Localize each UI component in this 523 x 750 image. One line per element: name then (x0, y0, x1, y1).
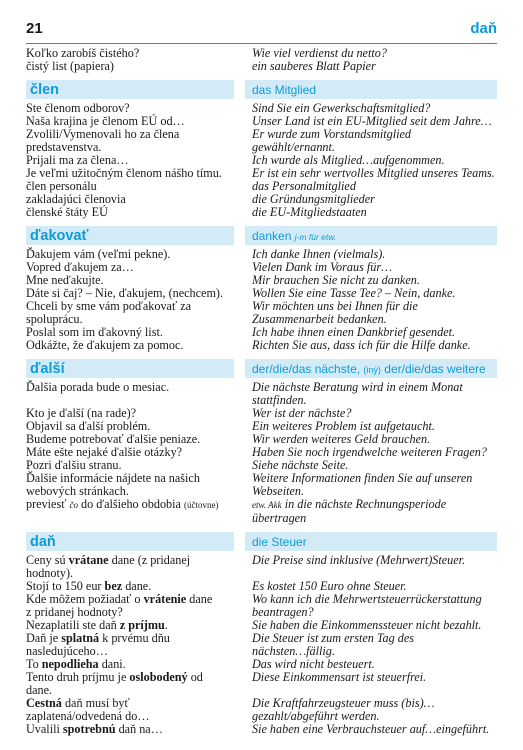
slovak-phrase: Ste členom odborov? (26, 101, 130, 115)
german-phrase: Die Steuer ist zum ersten Tag des (252, 631, 415, 645)
headword-translation: die Steuer (252, 534, 307, 549)
phrase-part: To (26, 657, 42, 671)
entry-row (26, 60, 497, 73)
german-phrase: Siehe nächste Seite. (252, 458, 349, 472)
slovak-phrase: Koľko zarobíš čistého? (26, 46, 140, 60)
slovak-phrase: Vopred ďakujem za… (26, 260, 134, 274)
german-phrase: Weitere Informationen finden Sie auf unseren (252, 471, 473, 485)
phrase-part: dane. (26, 683, 53, 697)
slovak-phrase: Kto je ďalší (na rade)? (26, 406, 137, 420)
section-header-dalsi (26, 359, 497, 378)
german-phrase: das Personalmitglied (252, 179, 356, 193)
entry-block-clen (26, 102, 497, 219)
grammar-note: j-m für etw. (294, 231, 337, 242)
phrase-emphasis: bez (104, 579, 123, 593)
slovak-phrase: Pozri ďalšiu stranu. (26, 458, 122, 472)
header-gap (234, 359, 245, 378)
phrase-emphasis: spotrebnú (62, 722, 116, 736)
german-phrase: Er wurde zum Vorstandsmitglied (252, 127, 412, 141)
german-phrase: gezahlt/abgeführt werden. (252, 709, 380, 723)
grammar-note: čo (69, 500, 78, 510)
slovak-phrase: členské štáty EÚ (26, 205, 108, 219)
translation-main: danken (252, 228, 292, 243)
entry-row (26, 512, 497, 525)
german-phrase: Wo kann ich die Mehrwertsteuerrückerstattung (252, 592, 482, 606)
german-phrase: Wollen Sie eine Tasse Tee? – Nein, danke. (252, 286, 456, 300)
slovak-phrase: Objavil sa ďalší problém. (26, 419, 151, 433)
phrase-part: z pridanej hodnoty? (26, 605, 123, 619)
german-phrase: Wer ist der nächste? (252, 406, 352, 420)
slovak-phrase: predstavenstva. (26, 140, 102, 154)
phrase-part: Uvalili (26, 722, 63, 736)
usage-note: (iný) (363, 364, 381, 375)
entry-row (26, 339, 497, 352)
slovak-phrase: Odkážte, že ďakujem za pomoc. (26, 338, 184, 352)
slovak-phrase: webových stránkach. (26, 484, 129, 498)
entry-block-dalsi (26, 381, 497, 525)
phrase-part: do ďalšieho obdobia (81, 497, 181, 511)
slovak-phrase: čistý list (papiera) (26, 59, 114, 73)
header-gap (234, 226, 245, 245)
usage-note: (účtovne) (184, 500, 219, 510)
german-phrase: Die Kraftfahrzeugsteuer muss (bis)… (252, 696, 435, 710)
german-phrase: Ich danke Ihnen (vielmals). (252, 247, 386, 261)
german-phrase: Wir möchten uns bei Ihnen für die (252, 299, 418, 313)
phrase-part: k prvému dňu (99, 631, 170, 645)
phrase-part: dane. (122, 579, 152, 593)
entry-row (26, 671, 497, 684)
german-phrase: Die nächste Beratung wird in einem Monat (252, 380, 463, 394)
phrase-part: nasledujúceho… (26, 644, 108, 658)
phrase-part: daň musí byť (61, 696, 130, 710)
german-phrase: Sie haben eine Verbrauchsteuer auf…eingeführt. (252, 722, 490, 736)
phrase-emphasis: splatná (61, 631, 100, 645)
slovak-phrase: Ďakujem vám (veľmi pekne). (26, 247, 171, 261)
german-phrase: beantragen? (252, 605, 314, 619)
german-phrase: Mir brauchen Sie nicht zu danken. (252, 273, 420, 287)
slovak-phrase (26, 723, 252, 736)
slovak-phrase (26, 671, 252, 684)
slovak-phrase: člen personálu (26, 179, 97, 193)
section-header-dakovat (26, 226, 497, 245)
phrase-emphasis: Cestná (26, 696, 62, 710)
phrase-part: dane (z pridanej (108, 553, 191, 567)
entry-block-dakovat (26, 248, 497, 352)
german-phrase: Webseiten. (252, 484, 305, 498)
phrase-part: Tento druh príjmu je (26, 670, 130, 684)
german-phrase: ein sauberes Blatt Papier (252, 59, 376, 73)
headword-translation (245, 362, 497, 376)
entry-row (26, 554, 497, 567)
phrase-part: Nezaplatili ste daň (26, 618, 120, 632)
page-header (26, 20, 497, 42)
phrase-part: daň na… (115, 722, 163, 736)
german-phrase: stattfinden. (252, 393, 307, 407)
slovak-phrase: Dáte si čaj? – Nie, ďakujem, (nechcem). (26, 286, 224, 300)
german-phrase: gewählt/ernannt. (252, 140, 335, 154)
slovak-phrase (26, 512, 252, 525)
slovak-phrase: Prijali ma za člena… (26, 153, 129, 167)
slovak-phrase: Chceli by sme vám poďakovať za (26, 299, 192, 313)
slovak-phrase: Poslal som im ďakovný list. (26, 325, 163, 339)
phrase-emphasis: oslobodený (129, 670, 188, 684)
phrase-part: Kde môžem požiadať o (26, 592, 144, 606)
slovak-phrase: Zvolili/Vymenovali ho za člena (26, 127, 180, 141)
slovak-phrase: Naša krajina je členom EÚ od… (26, 114, 185, 128)
translation-main: der/die/das nächste, (252, 361, 361, 376)
running-headword: daň (470, 20, 497, 37)
translation-alt: der/die/das weitere (384, 361, 486, 376)
intro-block (26, 47, 497, 73)
phrase-part: Stojí to 150 eur (26, 579, 105, 593)
headword: ďalší (30, 360, 65, 377)
phrase-part: Ceny sú (26, 553, 69, 567)
entry-row (26, 206, 497, 219)
phrase-part: previesť (26, 497, 67, 511)
entry-row (26, 723, 497, 736)
slovak-phrase: spoluprácu. (26, 312, 83, 326)
phrase-emphasis: vrátenie (143, 592, 187, 606)
german-phrase: Das wird nicht besteuert. (252, 657, 375, 671)
section-header-dan (26, 532, 497, 551)
headword: ďakovať (30, 227, 89, 244)
section-header-clen (26, 80, 497, 99)
headword: člen (30, 81, 60, 98)
german-phrase: Wie viel verdienst du netto? (252, 46, 387, 60)
german-phrase: nächsten…fällig. (252, 644, 335, 658)
slovak-phrase: Ďalšie informácie nájdete na našich (26, 471, 200, 485)
phrase-part: in die nächste Rechnungsperiode (284, 497, 447, 511)
german-phrase: Richten Sie aus, dass ich für die Hilfe danke. (252, 338, 471, 352)
german-phrase: Diese Einkommensart ist steuerfrei. (252, 670, 427, 684)
headword-translation (245, 229, 497, 243)
slovak-phrase: Je veľmi užitočným členom nášho tímu. (26, 166, 222, 180)
phrase-part: hodnoty). (26, 566, 74, 580)
german-phrase: Vielen Dank im Voraus für… (252, 260, 392, 274)
phrase-part: od (187, 670, 203, 684)
entry-block-dan (26, 554, 497, 736)
grammar-note: etw. Akk (252, 500, 282, 510)
slovak-phrase: Máte ešte nejaké ďalšie otázky? (26, 445, 183, 459)
german-phrase: Sind Sie ein Gewerkschaftsmitglied? (252, 101, 431, 115)
phrase-part: zaplatená/odvedená do… (26, 709, 150, 723)
slovak-phrase (26, 498, 252, 512)
phrase-part: . (164, 618, 168, 632)
german-phrase (252, 498, 497, 512)
german-phrase: Die Preise sind inklusive (Mehrwert)Steuer. (252, 553, 466, 567)
german-phrase: Es kostet 150 Euro ohne Steuer. (252, 579, 407, 593)
phrase-emphasis: vrátane (68, 553, 109, 567)
headword-translation: das Mitglied (252, 82, 317, 97)
slovak-phrase: Ďalšia porada bude o mesiac. (26, 380, 170, 394)
entry-row (26, 498, 497, 512)
headword: daň (30, 533, 56, 550)
german-phrase: Sie haben die Einkommenssteuer nicht bezahlt. (252, 618, 482, 632)
german-phrase: Ich habe ihnen einen Dankbrief gesendet. (252, 325, 456, 339)
phrase-emphasis: z príjmu (119, 618, 165, 632)
header-gap (234, 80, 245, 99)
slovak-phrase: Mne neďakujte. (26, 273, 104, 287)
german-phrase: Unser Land ist ein EU-Mitglied seit dem Jahre… (252, 114, 492, 128)
slovak-phrase: zakladajúci členovia (26, 192, 126, 206)
german-phrase: die Gründungsmitglieder (252, 192, 375, 206)
german-phrase: Er ist ein sehr wertvolles Mitglied unseres Teams. (252, 166, 495, 180)
german-phrase: Ein weiteres Problem ist aufgetaucht. (252, 419, 435, 433)
german-phrase: Haben Sie noch irgendwelche weiteren Fragen? (252, 445, 487, 459)
header-rule (26, 43, 497, 44)
german-phrase: Wir werden weiteres Geld brauchen. (252, 432, 431, 446)
phrase-part: dani. (98, 657, 126, 671)
german-phrase: Ich wurde als Mitglied…aufgenommen. (252, 153, 445, 167)
german-phrase: Zusammenarbeit bedanken. (252, 312, 387, 326)
phrase-part: dane (186, 592, 213, 606)
german-phrase: übertragen (252, 511, 307, 525)
german-phrase: die EU-Mitgliedstaaten (252, 205, 367, 219)
page-number: 21 (26, 20, 43, 37)
phrase-emphasis: nepodlieha (41, 657, 99, 671)
phrase-part: Daň je (26, 631, 62, 645)
slovak-phrase: Budeme potrebovať ďalšie peniaze. (26, 432, 201, 446)
header-gap (234, 532, 245, 551)
